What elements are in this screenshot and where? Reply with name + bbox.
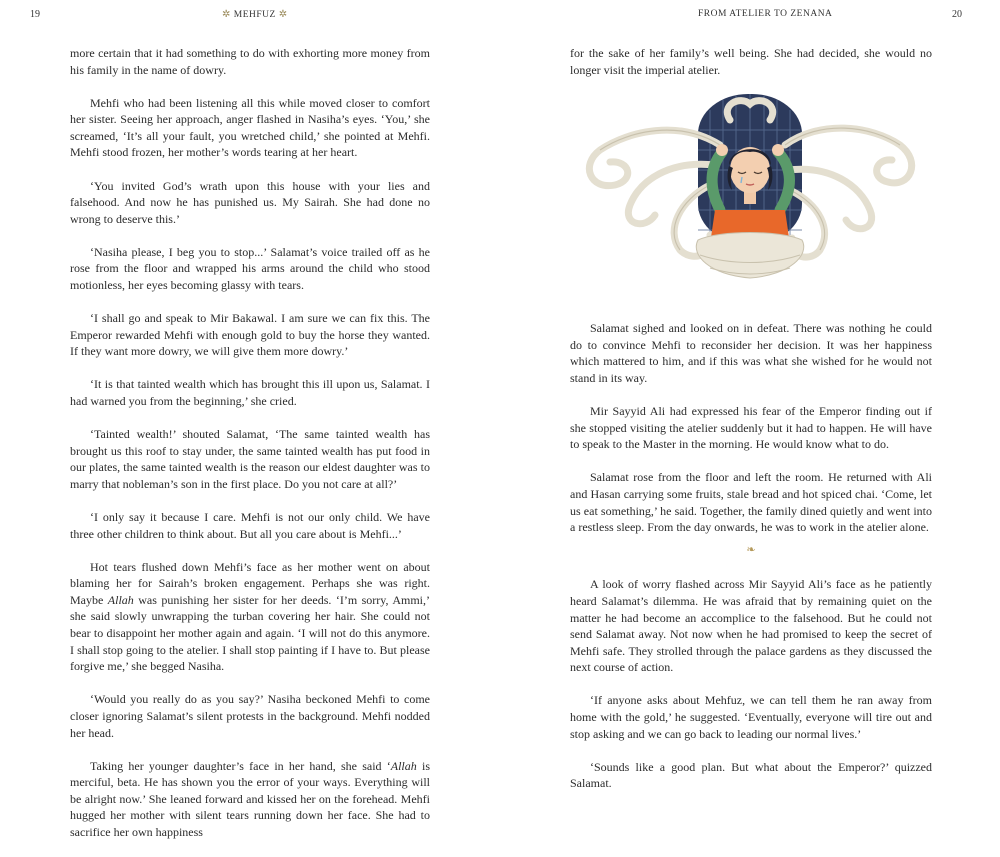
- paragraph: for the sake of her family’s well being. She had decided, she would no longer visit the imperial atelier.: [570, 46, 932, 77]
- paragraph: ‘I only say it because I care. Mehfi is not our only child. We have three other children to think about. But all you care about is Mehfi...’: [70, 509, 430, 541]
- running-head-left: [222, 9, 288, 20]
- running-head-left-text: MEHFUZ: [233, 10, 276, 20]
- page-number-right: 20: [952, 9, 962, 20]
- paragraph: Taking her younger daughter’s face in her hand, she said ‘Allah is merciful, beta. He has shown you the error of your ways. Everything will be alright now.’ She leaned forward and kissed her on the forehead. Mehfi hugged her mother with silent tears running down her face. She had to sacrifice her own happiness: [70, 758, 430, 839]
- paragraph: ‘You invited God’s wrath upon this house with your lies and falsehood. And now he has punished us. My Sairah. She had done no wrong to deserve this.’: [70, 178, 430, 226]
- paragraph: ‘Tainted wealth!’ shouted Salamat, ‘The same tainted wealth has brought us this roof to stay under, the same tainted wealth has put food in our plates, the same tainted wealth is the reason our eldest daughter was to marry that nobleman’s son in the first place. Do you not care at all?’: [70, 427, 430, 491]
- paragraph: Mehfi who had been listening all this while moved closer to comfort her sister. Seeing her approach, anger flashed in Nasiha’s eyes. ‘You,’ she screamed, ‘It’s all your fault, you wretched child,’ she pointed at Mehfi. Mehfi stood frozen, her mother’s words tearing at her heart.: [70, 95, 430, 160]
- paragraph: Salamat rose from the floor and left the room. He returned with Ali and Hasan carrying some fruits, stale bread and hot spiced chai. ‘Come, let us eat something,’ he said. Together, the family dined quietly and went into a restless sleep. From the day onwards, he was to work in the atelier alone.: [570, 470, 932, 535]
- ornament-icon: ✲: [278, 9, 288, 20]
- section-divider-icon: ❧: [746, 543, 756, 556]
- paragraph: ‘I shall go and speak to Mir Bakawal. I am sure we can fix this. The Emperor rewarded Mehfi with enough gold to buy the horse they wanted. If they want more dowry, we will give them more dowry.’: [70, 311, 430, 359]
- chapter-illustration: [570, 90, 932, 290]
- paragraph: Hot tears flushed down Mehfi’s face as her mother went on about blaming her for Sairah’s broken engagement. Perhaps she was right. Maybe Allah was punishing her sister for her deeds. ‘I’m sorry, Ammi,’ she said slowly unwrapping the turban covering her hair. She could not bear to disappoint her mother again and again. ‘I will not do this anymore. I shall stop going to the atelier. I shall stop painting if I have to. But please forgive me,’ she begged Nasiha.: [70, 559, 430, 674]
- paragraph: ‘Sounds like a good plan. But what about the Emperor?’ quizzed Salamat.: [570, 759, 932, 791]
- paragraph: ‘It is that tainted wealth which has brought this ill upon us, Salamat. I had warned you from the beginning,’ she cried.: [70, 377, 430, 408]
- running-head-right: FROM ATELIER TO ZENANA: [698, 9, 833, 19]
- ornament-icon: ✲: [222, 9, 231, 20]
- right-text-column: [570, 45, 932, 808]
- paragraph: more certain that it had something to do with exhorting more money from his family in the name of dowry.: [70, 46, 430, 77]
- page-number-left: 19: [30, 9, 40, 20]
- paragraph: Salamat sighed and looked on in defeat. There was nothing he could do to convince Mehfi to reconsider her decision. It was her happiness which mattered to him, and if this was what she wished for he would not stand in its way.: [570, 321, 932, 385]
- cloth-drape: [696, 233, 803, 279]
- left-text-column: [70, 45, 430, 857]
- paragraph: A look of worry flashed across Mir Sayyid Ali’s face as he patiently heard Salamat’s dilemma. He was afraid that by remaining quiet on the matter he had become an accomplice to the falsehood. But he could not send Salamat away. Not now when he had promised to keep the secret of Mehfi safe. They strolled through the palace gardens as they discussed the next course of action.: [570, 577, 932, 675]
- paragraph: Mir Sayyid Ali had expressed his fear of the Emperor finding out if she stopped visiting the atelier suddenly but it had to happen. He will have to speak to the Master in the morning. He would know what to do.: [570, 404, 932, 452]
- paragraph: ‘Would you really do as you say?’ Nasiha beckoned Mehfi to come closer ignoring Salamat’s silent protests in the background. Mehfi nodded her head.: [70, 692, 430, 740]
- paragraph: ‘Nasiha please, I beg you to stop...’ Salamat’s voice trailed off as he rose from the floor and wrapped his arms around the child who stood motionless, her eyes becoming glassy with tears.: [70, 244, 430, 293]
- paragraph: ‘If anyone asks about Mehfuz, we can tell them he ran away from home with the gold,’ he suggested. ‘Eventually, everyone will tire out and stop asking and we can go back to leading our normal lives.’: [570, 693, 932, 741]
